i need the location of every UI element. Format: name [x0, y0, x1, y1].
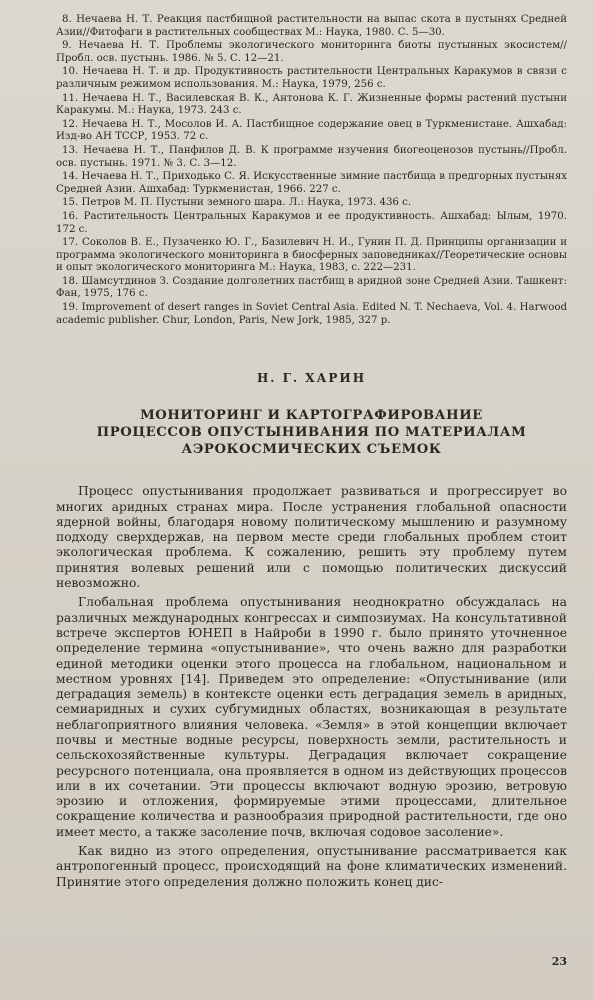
reference-list — [56, 14, 567, 327]
article-title — [56, 407, 567, 458]
reference-item: 15. Петров М. П. Пустыни земного шара. Л.: Наука, 1973. 436 с. — [62, 197, 412, 209]
reference-item: 18. Шамсутдинов З. Создание долголетних пастбищ в аридной зоне Средней Азии. Ташкент: Фан, 1975, 176 с. — [56, 275, 567, 300]
reference-item: 9. Нечаева Н. Т. Проблемы экологического мониторинга биоты пустынных экосистем//Пробл. осв. пустынь. 1986. № 5. С. 12—21. — [56, 40, 567, 64]
article-author: Н. Г. ХАРИН — [256, 371, 367, 386]
reference-item: 17. Соколов В. Е., Пузаченко Ю. Г., Базилевич Н. И., Гунин П. Д. Принципы организации и программа экологического мониторинга в биосферных заповедниках//Теоретические основы и опыт экологического мониторинга М.: Наука, 1983, с. 222—231. — [56, 237, 567, 274]
reference-item: 10. Нечаева Н. Т. и др. Продуктивность растительности Центральных Каракумов в связи с различным режимом использования. М.: Наука, 1979, 256 с. — [56, 66, 567, 90]
title-line: МОНИТОРИНГ И КАРТОГРАФИРОВАНИЕ — [140, 408, 483, 424]
body-paragraph: Как видно из этого определения, опустынивание рассматривается как антропогенный процесс, происходящий на фоне климатических изменений. Принятие этого определения должно положить конец дис- — [56, 844, 567, 889]
reference-item: 12. Нечаева Н. Т., Мосолов И. А. Пастбищное содержание овец в Туркменистане. Ашхабад: Изд-во АН ТССР, 1953. 72 с. — [56, 118, 567, 143]
page-number: 23 — [551, 955, 567, 968]
body-paragraph: Процесс опустынивания продолжает развиваться и прогрессирует во многих аридных странах мира. После устранения глобальной опасности ядерной войны, благодаря новому политическому мышлению и разумному подходу сверхдержав, на первом месте среди глобальных проблем стоит экологическая проблема. К сожалению, решить эту проблему путем принятия волевых решений или с помощью политических дискуссий невозможно. — [56, 484, 567, 591]
reference-item: 8. Нечаева Н. Т. Реакция пастбищной растительности на выпас скота в пустынях Средней Азии//Фитофаги в растительных сообществах М.: Наука, 1980. С. 5—30. — [56, 14, 567, 38]
reference-item: 11. Нечаева Н. Т., Василевская В. К., Антонова К. Г. Жизненные формы растений пустыни Каракумы. М.: Наука, 1973. 243 с. — [56, 92, 567, 117]
reference-item: 14. Нечаева Н. Т., Приходько С. Я. Искусственные зимние пастбища в предгорных пустынях Средней Азии. Ашхабад: Туркменистан, 1966. 227 с. — [56, 171, 567, 195]
reference-item: 13. Нечаева Н. Т., Панфилов Д. В. К программе изучения биогеоценозов пустынь//Пробл. осв. пустынь. 1971. № 3. С. 3—12. — [56, 144, 567, 169]
body-paragraph: Глобальная проблема опустынивания неоднократно обсуждалась на различных международных конгрессах и симпозиумах. На консультативной встрече экспертов ЮНЕП в Найроби в 1990 г. было принято уточненное определение термина «опустынивание», что очень важно для разработки единой методики оценки этого процесса на глобальном, национальном и местном уровнях [14]. Приведем это определение: «Опустынивание (или деградация земель) в контексте оценки есть деградация земель в аридных, семиаридных и сухих субгумидных областях, возникающая в результате неблагоприятного влияния человека. «Земля» в этой концепции включает почвы и местные водные ресурсы, поверхность земли, растительность и сельскохозяйственные культуры. Деградация включает сокращение ресурсного потенциала, она проявляется в одном из действующих процессов или в их сочетании. Эти процессы включают водную эрозию, ветровую эрозию и отложения, формируемые этими процессами, длительное сокращение количества и разнообразия природной растительности, где оно имеет место, а также засоление почв, включая содовое засоление». — [56, 595, 567, 839]
reference-item: 16. Растительность Центральных Каракумов и ее продуктивность. Ашхабад: Ылым, 1970. 172 с. — [56, 210, 567, 235]
reference-item: 19. Improvement of desert ranges in Soviet Central Asia. Edited N. T. Nechaeva, Vol. 4. Harwood academic publisher. Chur, London, Paris, New Jork, 1985, 327 p. — [56, 302, 567, 326]
article-body — [56, 484, 567, 890]
title-line: ПРОЦЕССОВ ОПУСТЫНИВАНИЯ ПО МАТЕРИАЛАМ — [96, 425, 527, 441]
title-line: АЭРОКОСМИЧЕСКИХ СЪЕМОК — [181, 442, 442, 458]
